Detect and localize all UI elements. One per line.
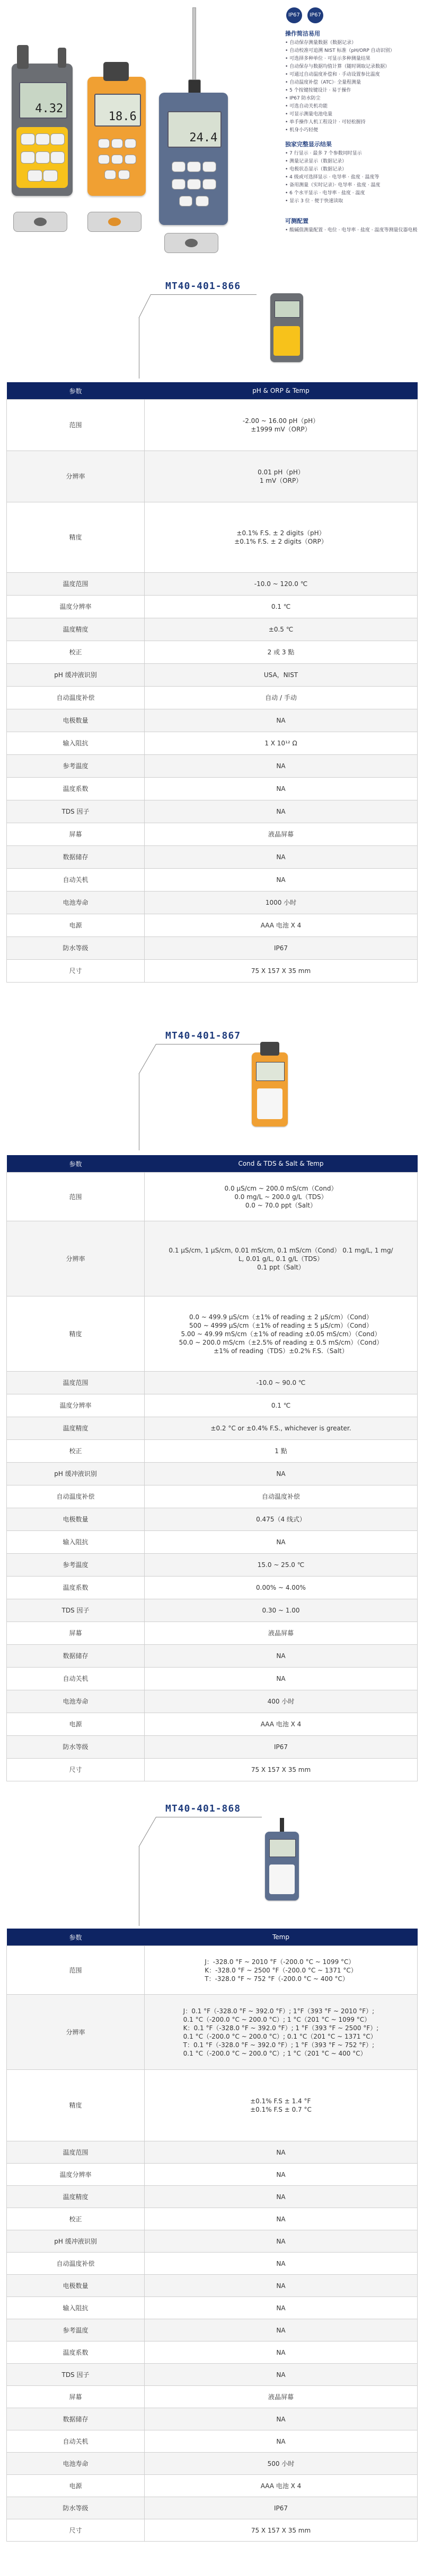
- spec-value: 2 或 3 點: [145, 641, 418, 664]
- column-header-model: pH & ORP & Temp: [145, 382, 418, 400]
- spec-value: NA: [145, 709, 418, 732]
- spec-value: 500 小时: [145, 2453, 418, 2475]
- row-label: 精度: [7, 502, 145, 573]
- spec-value: 0.30 ~ 1.00: [145, 1599, 418, 1622]
- product-header-868: [0, 1789, 424, 1928]
- spec-value-range: J：-328.0 °F ~ 2010 °F（-200.0 °C ~ 1099 °C） K：-328.0 °F ~ 2500 °F（-200.0 °C ~ 1371 °C） T：-328.0 °F ~ 752 °F（-200.0 °C ~ 400 °C）: [145, 1946, 418, 1995]
- spec-value-range: 0.0 μS/cm ~ 200.0 mS/cm（Cond） 0.0 mg/L ~ 200.0 g/L（TDS） 0.0 ~ 70.0 ppt（Salt）: [145, 1173, 418, 1221]
- feature-title: 独家完整显示结果: [285, 141, 332, 148]
- spec-value: NA: [145, 1463, 418, 1485]
- feature-section-display: [285, 140, 418, 205]
- thermometer-probe-image: [192, 7, 196, 88]
- row-label: 尺寸: [7, 960, 145, 983]
- feature-line: • 自动保存与数据均值计算（随时调取记录数据）: [285, 64, 390, 69]
- spec-value: -10.0 ~ 90.0 ℃: [145, 1372, 418, 1394]
- spec-value: AAA 电池 X 4: [145, 2475, 418, 2497]
- row-label: 温度范围: [7, 1372, 145, 1394]
- row-label: 电极数量: [7, 2275, 145, 2297]
- column-header-model: Temp: [145, 1929, 418, 1946]
- row-label: 温度范围: [7, 573, 145, 596]
- row-label: 温度分辨率: [7, 2164, 145, 2186]
- thermometer-thumbnail: [265, 1832, 299, 1901]
- feature-line: • 可通过自动温度补偿和 · 手动设置参比温度: [285, 72, 380, 77]
- spec-value: 0.1 ℃: [145, 596, 418, 618]
- spec-value: NA: [145, 2253, 418, 2275]
- feature-line: • 自动保存测量数据（数据记录）: [285, 40, 357, 46]
- row-label: pH 缓冲液识别: [7, 2230, 145, 2253]
- row-label: 屏幕: [7, 2386, 145, 2408]
- feature-line: • 6 个水平显示 · 电导率 · 盐度 · 温度: [285, 191, 365, 196]
- ph-meter-thumbnail: [270, 293, 303, 362]
- row-label: 屏幕: [7, 1622, 145, 1645]
- spec-value: NA: [145, 2408, 418, 2430]
- row-label: 参考温度: [7, 2319, 145, 2341]
- spec-value: 自动 / 手动: [145, 687, 418, 709]
- row-label: 尺寸: [7, 1759, 145, 1781]
- spec-value: AAA 电池 X 4: [145, 1713, 418, 1736]
- spec-value: NA: [145, 1531, 418, 1554]
- row-label: 电极数量: [7, 1508, 145, 1531]
- row-label: 输入阻抗: [7, 732, 145, 755]
- spec-value: 1 點: [145, 1440, 418, 1463]
- conductivity-meter-screen: 18.6: [94, 94, 141, 127]
- thermometer-image: [159, 93, 228, 225]
- spec-value: NA: [145, 2341, 418, 2364]
- spec-value-accuracy: ±0.1% F.S ± 1.4 °F ±0.1% F.S ± 0.7 °C: [145, 2070, 418, 2141]
- row-label: 温度系数: [7, 778, 145, 800]
- feature-line: • 备用测量（实时记录）· 电导率 · 盐度 · 温度: [285, 183, 381, 188]
- row-label: 温度精度: [7, 618, 145, 641]
- spec-value: NA: [145, 800, 418, 823]
- row-label: 数据储存: [7, 2408, 145, 2430]
- spec-table-867: [6, 1155, 418, 1781]
- row-label: 温度分辨率: [7, 596, 145, 618]
- spec-value: NA: [145, 755, 418, 778]
- row-label: 温度范围: [7, 2141, 145, 2164]
- row-label: 温度系数: [7, 1577, 145, 1599]
- spec-value-range: -2.00 ~ 16.00 pH（pH） ±1999 mV（ORP）: [145, 400, 418, 451]
- model-number: MT40-401-866: [165, 281, 241, 292]
- row-label: 参考温度: [7, 755, 145, 778]
- feature-line: • IP67 防水防尘: [285, 96, 321, 101]
- row-label: 尺寸: [7, 2519, 145, 2542]
- device-top-view-3: [164, 233, 218, 253]
- row-label: 自动温度补偿: [7, 1485, 145, 1508]
- spec-value: NA: [145, 2319, 418, 2341]
- model-number: MT40-401-867: [165, 1030, 241, 1041]
- row-label: 温度系数: [7, 2341, 145, 2364]
- row-label: TDS 因子: [7, 800, 145, 823]
- spec-value: 75 X 157 X 35 mm: [145, 2519, 418, 2542]
- spec-value: 0.00% ~ 4.00%: [145, 1577, 418, 1599]
- spec-table-866: [6, 382, 418, 983]
- spec-value: 液晶屏幕: [145, 1622, 418, 1645]
- ph-meter-screen: 4.32: [19, 82, 67, 119]
- spec-value: NA: [145, 2164, 418, 2186]
- row-label: 温度分辨率: [7, 1394, 145, 1417]
- row-label: 数据储存: [7, 1645, 145, 1668]
- row-label: 自动温度补偿: [7, 687, 145, 709]
- ph-meter-image: [12, 64, 73, 196]
- feature-title: 操作简洁易用: [285, 30, 320, 37]
- feature-title: 可测配置: [285, 218, 308, 224]
- spec-value: IP67: [145, 1736, 418, 1759]
- row-label: 电源: [7, 2475, 145, 2497]
- row-label: 电极数量: [7, 709, 145, 732]
- feature-line: • 单手操作人机工程设计 · 可轻松握持: [285, 120, 366, 125]
- row-label: 参考温度: [7, 1554, 145, 1577]
- row-label: TDS 因子: [7, 1599, 145, 1622]
- spec-value: USA，NIST: [145, 664, 418, 687]
- spec-value: ±0.2 °C or ±0.4% F.S., whichever is greater.: [145, 1417, 418, 1440]
- row-label: 分辨率: [7, 1221, 145, 1296]
- column-header-param: 参数: [7, 1155, 145, 1173]
- feature-line: • 可选自动关机功能: [285, 104, 328, 109]
- row-label: 精度: [7, 2070, 145, 2141]
- spec-table-868: [6, 1929, 418, 2542]
- row-label: TDS 因子: [7, 2364, 145, 2386]
- row-label: 电源: [7, 914, 145, 937]
- conductivity-meter-image: [87, 77, 146, 196]
- row-label: 防水等级: [7, 937, 145, 960]
- device-top-view-2: [87, 212, 142, 232]
- spec-value: -10.0 ~ 120.0 ℃: [145, 573, 418, 596]
- spec-value: 液晶屏幕: [145, 2386, 418, 2408]
- row-label: 防水等级: [7, 2497, 145, 2519]
- row-label: 屏幕: [7, 823, 145, 846]
- feature-line: • 5 个按键按键设计 · 易于操作: [285, 88, 351, 93]
- row-label: 数据储存: [7, 846, 145, 869]
- spec-value: ±0.5 ℃: [145, 618, 418, 641]
- thermometer-screen: 24.4: [167, 111, 222, 148]
- feature-line: • 可显示测量电池电量: [285, 112, 333, 117]
- spec-value: 液晶屏幕: [145, 823, 418, 846]
- spec-value: 75 X 157 X 35 mm: [145, 1759, 418, 1781]
- model-number: MT40-401-868: [165, 1803, 241, 1814]
- row-label: 电池寿命: [7, 891, 145, 914]
- spec-value: NA: [145, 778, 418, 800]
- spec-value: NA: [145, 2364, 418, 2386]
- row-label: 分辨率: [7, 1995, 145, 2070]
- row-label: 分辨率: [7, 451, 145, 502]
- row-label: 输入阻抗: [7, 1531, 145, 1554]
- spec-value-resolution: 0.01 pH（pH） 1 mV（ORP）: [145, 451, 418, 502]
- row-label: 自动关机: [7, 869, 145, 891]
- row-label: 范围: [7, 1946, 145, 1995]
- row-label: pH 缓冲液识别: [7, 1463, 145, 1485]
- spec-value: NA: [145, 2297, 418, 2319]
- product-header-866: [0, 275, 424, 381]
- spec-value: IP67: [145, 937, 418, 960]
- spec-value: 1000 小时: [145, 891, 418, 914]
- spec-value: NA: [145, 1668, 418, 1690]
- row-label: 校正: [7, 641, 145, 664]
- column-header-param: 参数: [7, 1929, 145, 1946]
- ip-rating-badge-icon: IP67: [307, 7, 323, 23]
- feature-line: • 可选择多种单位 · 可显示多种测量结果: [285, 56, 370, 61]
- feature-line: • 7 行显示 · 最多 7 个参数同时显示: [285, 151, 362, 156]
- feature-line: • 酸碱值测量配置 · 电位 · 电导率 · 盐度 · 温度等测量仪器电极: [285, 228, 418, 233]
- spec-value: 75 X 157 X 35 mm: [145, 960, 418, 983]
- row-label: 精度: [7, 1296, 145, 1372]
- waterproof-badge-icon: IP67: [286, 7, 302, 23]
- feature-section-config: [285, 217, 418, 235]
- feature-line: • 4 级或可选择显示 · 电导率 · 盐度 · 温度等: [285, 175, 379, 180]
- spec-value: 0.475（4 线式）: [145, 1508, 418, 1531]
- spec-value-accuracy: 0.0 ~ 499.9 μS/cm（±1% of reading ± 2 μS/cm）（Cond） 500 ~ 4999 μS/cm（±1% of reading ± 5 μS/cm）（Cond） 5.00 ~ 49.99 mS/cm（±1% of reading ±0.05 mS/cm）（Cond） 50.0 ~ 200.0 mS/cm（±2.5% of reading ± 0.5 mS/cm）（Cond） ±1% of reading（TDS）±0.2% F.S.（Salt）: [145, 1296, 418, 1372]
- feature-section-usability: [285, 30, 418, 134]
- row-label: 电池寿命: [7, 1690, 145, 1713]
- spec-value: IP67: [145, 2497, 418, 2519]
- spec-value: NA: [145, 2186, 418, 2208]
- row-label: 温度精度: [7, 1417, 145, 1440]
- row-label: 范围: [7, 400, 145, 451]
- spec-value: NA: [145, 1645, 418, 1668]
- feature-line: • 自动温度补偿（ATC）· 全量程测量: [285, 80, 361, 85]
- spec-value: NA: [145, 2230, 418, 2253]
- row-label: 电池寿命: [7, 2453, 145, 2475]
- spec-value: 0.1 ℃: [145, 1394, 418, 1417]
- row-label: 电源: [7, 1713, 145, 1736]
- row-label: 校正: [7, 2208, 145, 2230]
- spec-value: 1 X 10¹² Ω: [145, 732, 418, 755]
- product-header-867: [0, 1016, 424, 1154]
- spec-value: NA: [145, 869, 418, 891]
- row-label: 校正: [7, 1440, 145, 1463]
- spec-value: 自动温度补偿: [145, 1485, 418, 1508]
- spec-value-accuracy: ±0.1% F.S. ± 2 digits（pH） ±0.1% F.S. ± 2 digits（ORP）: [145, 502, 418, 573]
- conductivity-meter-thumbnail: [252, 1052, 288, 1127]
- feature-line: • 测量记录显示（数据记录）: [285, 159, 347, 164]
- column-header-param: 参数: [7, 382, 145, 400]
- row-label: 输入阻抗: [7, 2297, 145, 2319]
- feature-line: • 显示 3 位 · 便于快速读取: [285, 199, 343, 204]
- row-label: 温度精度: [7, 2186, 145, 2208]
- spec-value-resolution: J：0.1 °F（-328.0 °F ~ 392.0 °F）; 1°F（393 °F ~ 2010 °F）; 0.1 °C（-200.0 °C ~ 200.0 °C）; 1 °C（201 °C ~ 1099 °C） K：0.1 °F（-328.0 °F ~ 392.0 °F）; 1 °F（393 °F ~ 2500 °F）; 0.1 °C（-200.0 °C ~ 200.0 °C）; 0.1 °C（201 °C ~ 1371 °C） T：0.1 °F（-328.0 °F ~ 392.0 °F）; 1 °F（393 °F ~ 752 °F）; 0.1 °C（-200.0 °C ~ 200.0 °C）; 1 °C（201 °C ~ 400 °C）: [145, 1995, 418, 2070]
- feature-line: • 电极状态显示（数据记录）: [285, 167, 347, 172]
- spec-value: NA: [145, 2208, 418, 2230]
- row-label: 范围: [7, 1173, 145, 1221]
- spec-value: NA: [145, 846, 418, 869]
- spec-value: 400 小时: [145, 1690, 418, 1713]
- row-label: 防水等级: [7, 1736, 145, 1759]
- spec-value: AAA 电池 X 4: [145, 914, 418, 937]
- product-hero: [0, 0, 424, 275]
- device-top-view-1: [13, 212, 67, 232]
- spec-value: NA: [145, 2141, 418, 2164]
- row-label: 自动关机: [7, 1668, 145, 1690]
- spec-value: 15.0 ~ 25.0 ℃: [145, 1554, 418, 1577]
- feature-line: • 机身小巧轻便: [285, 128, 319, 133]
- row-label: 自动关机: [7, 2430, 145, 2453]
- spec-value: NA: [145, 2275, 418, 2297]
- spec-value-resolution: 0.1 μS/cm, 1 μS/cm, 0.01 mS/cm, 0.1 mS/cm（Cond） 0.1 mg/L, 1 mg/ L, 0.01 g/L, 0.1 g/L（TDS） 0.1 ppt（Salt）: [145, 1221, 418, 1296]
- feature-line: • 自动校准可追溯 NIST 标准（pH/ORP 自动识别）: [285, 48, 395, 53]
- row-label: 自动温度补偿: [7, 2253, 145, 2275]
- column-header-model: Cond & TDS & Salt & Temp: [145, 1155, 418, 1173]
- spec-value: NA: [145, 2430, 418, 2453]
- row-label: pH 缓冲液识别: [7, 664, 145, 687]
